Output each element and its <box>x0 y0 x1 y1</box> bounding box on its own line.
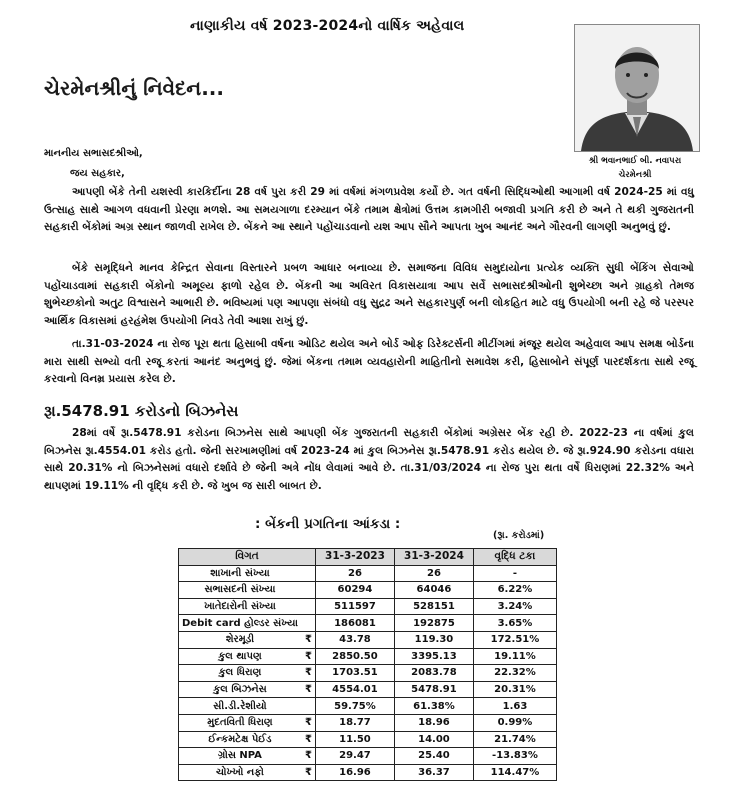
row-currency-symbol <box>301 698 316 715</box>
report-title: નાણાકીય વર્ષ 2023-2024નો વાર્ષિક અહેવાલ <box>190 18 465 34</box>
stats-table-title: : બેંકની પ્રગતિના આંકડા : <box>255 516 401 532</box>
table-row <box>179 665 557 682</box>
row-currency-symbol: ₹ <box>301 631 316 648</box>
table-row <box>179 648 557 665</box>
row-value-2023: 2850.50 <box>315 648 394 665</box>
row-currency-symbol: ₹ <box>301 681 316 698</box>
header-growth: વૃદ્ધિ ટકા <box>473 549 556 566</box>
row-value-2023: 16.96 <box>315 764 394 781</box>
table-row <box>179 698 557 715</box>
row-value-2024: 528151 <box>394 598 473 615</box>
table-row <box>179 681 557 698</box>
table-row <box>179 598 557 615</box>
row-label: સી.ડી.રેશીયો <box>179 698 301 715</box>
row-growth: 172.51% <box>473 631 556 648</box>
table-row <box>179 731 557 748</box>
row-growth: 0.99% <box>473 714 556 731</box>
row-value-2024: 3395.13 <box>394 648 473 665</box>
row-label: શાખાની સંખ્યા <box>179 565 301 582</box>
stats-table-body <box>179 565 557 781</box>
row-currency-symbol <box>301 582 316 599</box>
row-currency-symbol <box>301 598 316 615</box>
table-row <box>179 748 557 765</box>
row-growth: 114.47% <box>473 764 556 781</box>
header-detail: વિગત <box>179 549 316 566</box>
row-value-2023: 29.47 <box>315 748 394 765</box>
business-heading: રૂા.5478.91 કરોડનો બિઝનેસ <box>44 402 239 420</box>
table-row <box>179 631 557 648</box>
row-value-2023: 18.77 <box>315 714 394 731</box>
stats-unit-note: (રૂા. કરોડમાં) <box>493 530 545 541</box>
letter-salutation: માનનીય સભાસદશ્રીઓ, <box>44 148 143 159</box>
row-label: ખાતેદારોની સંખ્યા <box>179 598 301 615</box>
row-label: કુલ થાપણ <box>179 648 301 665</box>
row-growth: 1.63 <box>473 698 556 715</box>
row-value-2023: 511597 <box>315 598 394 615</box>
table-row <box>179 764 557 781</box>
row-label: ગ્રોસ NPA <box>179 748 301 765</box>
row-value-2023: 60294 <box>315 582 394 599</box>
row-value-2024: 61.38% <box>394 698 473 715</box>
row-currency-symbol <box>301 615 316 632</box>
row-currency-symbol: ₹ <box>301 764 316 781</box>
letter-paragraph-2: બેંકે સમૃદ્ધિને માનવ કેન્દ્રિત સેવાના વિસ્તારને પ્રબળ આધાર બનાવ્યા છે. સમાજના વિવિધ સમુદાયોના પ્રત્યેક વ્યક્તિ સુધી બેંકિંગ સેવાઓ પહોંચાડવામાં સહકારી બેંકોનો અમૂલ્ય ફાળો રહેલ છે. બેંકની આ અવિરત વિકાસયાત્રા આપ સર્વે સભાસદશ્રીઓની શુભેચ્છા અને ગ્રાહકો તેમજ શુભેચ્છકોનો અતુટ વિશ્વાસને આભારી છે. ભવિષ્યમાં પણ આપણા સંબંધો વધુ સુદ્રઢ અને સહકારપુર્ણ બની લોકહિત માટે વધુ ઉપયોગી બની રહે જે પરસ્પર આર્થિક વિકાસમાં હરહંમેશ ઉપયોગી નિવડે તેવી આશા રાખું છું. <box>44 262 694 327</box>
row-value-2023: 11.50 <box>315 731 394 748</box>
row-growth: 3.24% <box>473 598 556 615</box>
row-growth: -13.83% <box>473 748 556 765</box>
row-growth: 3.65% <box>473 615 556 632</box>
letter-paragraph-3: તા.31-03-2024 ના રોજ પૂરા થતા હિસાબી વર્ષના ઓડિટ થયેલ અને બોર્ડ ઓફ ડિરેક્ટર્સની મીટીંગમાં મંજૂર થયેલ અહેવાલ આપ સમક્ષ બોર્ડના મારા સાથી સભ્યો વતી રજૂ કરતાં આનંદ અનુભવું છું. જેમાં બેંકના તમામ વ્યવહારોની માહિતીનો સમાવેશ કરી, હિસાબોને સંપૂર્ણ પારદર્શકતા સાથે રજૂ કરવાનો વિનમ્ર પ્રયાસ કરેલ છે. <box>44 338 694 386</box>
business-paragraph: 28માં વર્ષે રૂા.5478.91 કરોડના બિઝનેસ સાથે આપણી બેંક ગુજરાતની સહકારી બેંકોમાં અગ્રેસર બેંક રહી છે. 2022-23 ના વર્ષમાં કુલ બિઝનેસ રૂા.4554.01 કરોડ હતો. જેની સરખામણીમાં વર્ષ 2023-24 માં કુલ બિઝનેસ રૂા.5478.91 કરોડ થયેલ છે. જે રૂા.924.90 કરોડના વધારા સાથે 20.31% નો બિઝનેસમાં વધારો દર્શાવે છે જેની અત્રે નોંધ લેવામાં આવે છે. તા.31/03/2024 ના રોજ પુરા થતા વર્ષે ધિરાણમાં 22.32% અને થાપણમાં 19.11% ની વૃદ્ધિ કરી છે. જે ખુબ જ સારી બાબત છે. <box>44 427 694 492</box>
row-label: ચોખ્ખો નફો <box>179 764 301 781</box>
row-value-2023: 26 <box>315 565 394 582</box>
row-currency-symbol: ₹ <box>301 665 316 682</box>
chairman-portrait <box>575 25 699 151</box>
table-row <box>179 582 557 599</box>
row-value-2023: 43.78 <box>315 631 394 648</box>
row-value-2023: 1703.51 <box>315 665 394 682</box>
chairman-statement-heading: ચેરમેનશ્રીનું નિવેદન... <box>44 76 224 100</box>
row-label: કુલ ધિરાણ <box>179 665 301 682</box>
letter-greeting: જય સહકાર, <box>70 168 125 179</box>
row-value-2024: 2083.78 <box>394 665 473 682</box>
table-row <box>179 565 557 582</box>
chairman-name: શ્રી ભવાનભાઈ બી. નવાપરા <box>588 156 682 166</box>
table-header-row <box>179 549 557 566</box>
row-label: મુદતવિતી ધિરાણ <box>179 714 301 731</box>
progress-stats-table <box>178 548 557 781</box>
row-value-2024: 192875 <box>394 615 473 632</box>
row-currency-symbol <box>301 565 316 582</box>
row-currency-symbol: ₹ <box>301 748 316 765</box>
row-growth: - <box>473 565 556 582</box>
row-value-2023: 4554.01 <box>315 681 394 698</box>
chairman-caption <box>560 154 710 182</box>
table-row <box>179 714 557 731</box>
row-growth: 6.22% <box>473 582 556 599</box>
row-value-2023: 186081 <box>315 615 394 632</box>
chairman-photo <box>574 24 700 152</box>
letter-paragraph-1: આપણી બેંકે તેની યશસ્વી કારકિર્દીના 28 વર્ષ પુરા કરી 29 માં વર્ષમાં મંગળપ્રવેશ કર્યો છે. ગત વર્ષની સિદ્ધિઓથી આગામી વર્ષ 2024-25 માં વધુ ઉત્સાહ સાથે આગળ વધવાની પ્રેરણા મળશે. આ સમયગાળા દરમ્યાન બેંકે તમામ ક્ષેત્રોમાં ઉત્તમ કામગીરી બજાવી પ્રગતિ કરી છે અને તે થકી ગુજરાતની સહકારી બેંકોમાં અગ્ર સ્થાન જાળવી રાખેલ છે. બેંકને આ સ્થાને પહોંચાડવાનો યશ આપ સૌને આપતા ખુબ આનંદ અને ગૌરવની લાગણી અનુભવું છું. <box>44 186 694 234</box>
row-label: કુલ બિઝનેસ <box>179 681 301 698</box>
row-currency-symbol: ₹ <box>301 731 316 748</box>
row-label: ઈન્કમટેક્ષ પેઈડ <box>179 731 301 748</box>
header-2024: 31-3-2024 <box>394 549 473 566</box>
row-value-2024: 25.40 <box>394 748 473 765</box>
row-value-2024: 14.00 <box>394 731 473 748</box>
row-currency-symbol: ₹ <box>301 714 316 731</box>
row-value-2024: 18.96 <box>394 714 473 731</box>
header-2023: 31-3-2023 <box>315 549 394 566</box>
row-currency-symbol: ₹ <box>301 648 316 665</box>
row-label: સભાસદની સંખ્યા <box>179 582 301 599</box>
row-label: Debit card હોલ્ડર સંખ્યા <box>179 615 301 632</box>
row-value-2024: 119.30 <box>394 631 473 648</box>
row-label: શેરમૂડી <box>179 631 301 648</box>
row-growth: 22.32% <box>473 665 556 682</box>
table-row <box>179 615 557 632</box>
row-value-2024: 64046 <box>394 582 473 599</box>
row-value-2024: 36.37 <box>394 764 473 781</box>
row-growth: 20.31% <box>473 681 556 698</box>
row-growth: 21.74% <box>473 731 556 748</box>
row-value-2024: 5478.91 <box>394 681 473 698</box>
row-value-2023: 59.75% <box>315 698 394 715</box>
row-growth: 19.11% <box>473 648 556 665</box>
chairman-designation: ચેરમેનશ્રી <box>618 170 652 180</box>
row-value-2024: 26 <box>394 565 473 582</box>
